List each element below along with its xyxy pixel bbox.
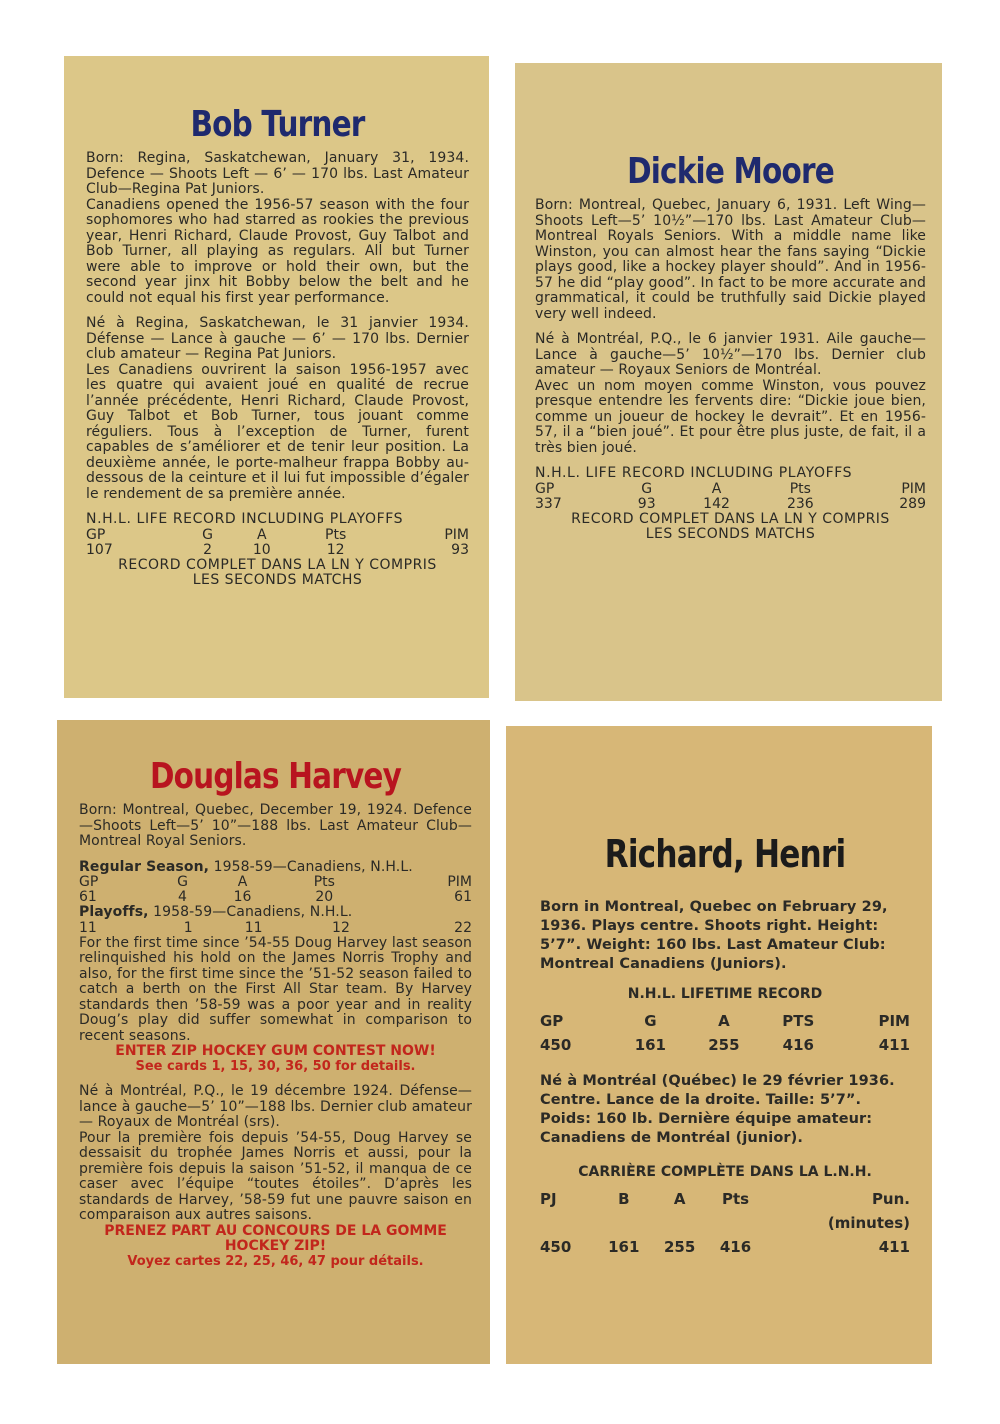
stat-value: 289 <box>899 495 926 512</box>
stat-value: 107 <box>86 541 113 558</box>
card-douglas-harvey <box>57 720 490 1364</box>
stat-value: 12 <box>332 919 350 936</box>
stat-header: PJ <box>540 1190 557 1208</box>
stat-value: 161 <box>608 1238 640 1256</box>
bio-french: Né à Montréal, P.Q., le 6 janvier 1931. Aile gauche—Lance à gauche—5’ 10½”—170 lbs. Dernier club amateur — Royaux Seniors de Montréal. <box>535 331 926 378</box>
stat-value: 4 <box>178 889 187 905</box>
stat-header: A <box>673 1190 686 1208</box>
bio-english: Born: Regina, Saskatchewan, January 31, 1934. Defence — Shoots Left — 6’ — 170 lbs. Last Amateur Club—Regina Pat Juniors. <box>86 150 469 197</box>
stat-header: PIM <box>878 1012 910 1030</box>
stat-value: 450 <box>540 1036 572 1054</box>
playoffs-line <box>79 905 472 921</box>
stat-header: Pts <box>325 526 347 543</box>
stat-header: B <box>618 1190 630 1208</box>
stat-header: G <box>177 874 188 890</box>
stat-header: GP <box>86 526 106 543</box>
stat-value: 10 <box>252 541 271 558</box>
record-title: N.H.L. LIFE RECORD INCLUDING PLAYOFFS <box>86 511 404 527</box>
stat-value: 20 <box>315 889 334 905</box>
stats-value-row <box>540 1034 910 1058</box>
stat-value: 255 <box>708 1036 740 1054</box>
stat-header: Pun. <box>871 1190 910 1208</box>
record-french-line-2: LES SECONDS MATCHS <box>192 572 363 588</box>
stat-value: 93 <box>451 541 469 558</box>
stats-value-row <box>79 890 472 905</box>
stat-header: GP <box>79 874 99 890</box>
bio-english: Born in Montreal, Quebec on February 29, 1936. Plays centre. Shoots right. Height: 5’7”. Weight: 160 lbs. Last Amateur Club: Montreal Canadiens (Juniors). <box>540 899 888 972</box>
stats-table <box>86 528 469 558</box>
stat-header: Pts <box>313 874 335 890</box>
stat-header: G <box>644 1012 657 1030</box>
story-french: Pour la première fois depuis ’54-55, Doug Harvey se dessaisit du trophée James Norris et aussi, pour la première fois depuis la saison ’51-52, il manqua de ce caser avec l’équipe “toutes étoiles”. D’après les standards de Harvey, ’58-59 fut une pauvre saison en comparaison aux autres saisons. <box>79 1129 472 1223</box>
contest-english-detail: See cards 1, 15, 30, 36, 50 for details. <box>135 1059 416 1074</box>
record-french-line-2: LES SECONDS MATCHS <box>645 526 816 542</box>
contest-french-detail: Voyez cartes 22, 25, 46, 47 pour détails. <box>127 1253 424 1269</box>
stat-value: 93 <box>637 495 656 512</box>
card-dickie-moore <box>515 63 942 701</box>
stats-table-english <box>540 1010 910 1058</box>
stat-value: 12 <box>326 541 345 558</box>
stat-header: PIM <box>447 874 472 890</box>
story-french: Les Canadiens ouvrirent la saison 1956-1957 avec les quatre qui avaient joué en qualité de recrue l’année précédente, Henri Richard, Claude Provost, Guy Talbot et Bob Turner, tous jouant comme réguliers. Tous à l’exception de Turner, furent capables de s’améliorer et de tenir leur position. La deuxième année, le porte-malheur frappa Bobby au-dessous de la ceinture et il lui fut impossible d’égaler le rendement de sa première année. <box>86 361 469 502</box>
stat-header: PTS <box>782 1012 815 1030</box>
stat-header: GP <box>540 1012 564 1030</box>
playoff-stats-table <box>79 921 472 936</box>
regular-season-detail: 1958-59—Canadiens, N.H.L. <box>209 858 413 875</box>
stat-value: 450 <box>540 1238 572 1256</box>
record-french-line-1: RECORD COMPLET DANS LA LN Y COMPRIS <box>571 510 890 527</box>
bio-english: Born: Montreal, Quebec, January 6, 1931. Left Wing—Shoots Left—5’ 10½”—170 lbs. Last Amateur Club—Montreal Royals Seniors. With a middle name like Winston, you can almost hear the fans saying “Dickie plays good, like a hockey player should”. And in 1956-57 he did “play good”. In fact to be more accurate and grammatical, it could be truthfully said Dickie played very well indeed. <box>535 197 926 322</box>
stat-header: Pts <box>721 1190 750 1208</box>
stats-value-row <box>540 1236 910 1260</box>
stat-value: 411 <box>878 1036 910 1054</box>
card-henri-richard <box>506 726 932 1364</box>
stat-header: A <box>718 1012 730 1030</box>
stat-subheader: (minutes) <box>827 1214 910 1232</box>
stat-value: 142 <box>703 495 730 512</box>
stats-header-row <box>79 875 472 890</box>
stats-value-row <box>535 497 926 512</box>
stat-value: 337 <box>535 495 562 512</box>
contest-french-headline-2: HOCKEY ZIP! <box>224 1237 327 1254</box>
story-english: For the first time since ’54-55 Doug Harvey last season relinquished his hold on the James Norris Trophy and also, for the first time since the ’51-52 season failed to catch a berth on the First All Star team. By Harvey standards then ’58-59 was a poor year and in reality Doug’s play did suffer somewhat in comparison to recent seasons. <box>79 934 472 1044</box>
stat-value: 22 <box>454 919 472 936</box>
story-french: Avec un nom moyen comme Winston, vous pouvez presque entendre les fervents dire: “Dickie joue bien, comme un joueur de hockey le devrait”. Et en 1956-57, il a “bien joué”. Et pour être plus juste, de fait, il a très bien joué. <box>535 377 926 456</box>
contest-english-headline: ENTER ZIP HOCKEY GUM CONTEST NOW! <box>115 1043 436 1059</box>
story-english: Canadiens opened the 1956-57 season with the four sophomores who had starred as rookies the previous year, Henri Richard, Claude Provost, Guy Talbot and Bob Turner, all playing as regulars. All but Turner were able to improve or hold their own, but the second year jinx hit Bobby below the belt and he could not equal his first year performance. <box>86 196 469 306</box>
stats-header-row <box>86 528 469 543</box>
stats-header-row <box>540 1010 910 1034</box>
bio-french: Né à Montréal, P.Q., le 19 décembre 1924. Défense—lance à gauche—5’ 10”—188 lbs. Dernier club amateur — Royaux de Montréal (srs). <box>79 1083 472 1130</box>
stats-table <box>535 482 926 512</box>
contest-french-headline: PRENEZ PART AU CONCOURS DE LA GOMME <box>104 1222 447 1239</box>
bio-french: Né à Regina, Saskatchewan, le 31 janvier 1934. Défense — Lance à gauche — 6’ — 170 lbs. Dernier club amateur — Regina Pat Juniors. <box>86 315 469 362</box>
stat-value: 255 <box>663 1238 696 1256</box>
stat-value: 416 <box>782 1036 814 1054</box>
playoffs-detail: 1958-59—Canadiens, N.H.L. <box>148 904 353 920</box>
stats-subheader-row <box>540 1212 910 1236</box>
stat-header: G <box>641 480 653 497</box>
player-name: Bob Turner <box>190 104 365 145</box>
player-name: Dickie Moore <box>627 151 834 192</box>
stat-value: 411 <box>878 1238 910 1256</box>
stats-header-row <box>540 1188 910 1212</box>
stat-header: A <box>711 480 722 497</box>
stat-header: A <box>237 874 248 890</box>
stat-value: 2 <box>203 541 213 558</box>
stat-value: 236 <box>786 495 814 512</box>
bio-english: Born: Montreal, Quebec, December 19, 1924. Defence—Shoots Left—5’ 10”—188 lbs. Last Amateur Club—Montreal Royal Seniors. <box>79 802 472 849</box>
record-title-english: N.H.L. LIFETIME RECORD <box>627 986 823 1002</box>
record-french-line-1: RECORD COMPLET DANS LA LN Y COMPRIS <box>118 556 437 573</box>
stat-header: PIM <box>444 526 469 543</box>
stats-value-row <box>79 921 472 936</box>
stat-header: Pts <box>789 480 811 497</box>
stat-header: GP <box>535 480 555 497</box>
stat-value: 16 <box>233 889 252 905</box>
stat-value: 61 <box>454 889 472 905</box>
stat-value: 61 <box>79 889 97 905</box>
stat-value: 11 <box>79 919 97 936</box>
regular-season-label: Regular Season, <box>79 858 210 875</box>
record-title-french: CARRIÈRE COMPLÈTE DANS LA L.N.H. <box>578 1164 872 1180</box>
stat-header: G <box>202 526 214 543</box>
stat-value: 161 <box>634 1036 666 1054</box>
stat-value: 11 <box>244 919 263 936</box>
player-name: Douglas Harvey <box>149 756 402 797</box>
record-title: N.H.L. LIFE RECORD INCLUDING PLAYOFFS <box>535 465 853 481</box>
stats-header-row <box>535 482 926 497</box>
regular-stats-table <box>79 875 472 905</box>
playoffs-label: Playoffs, <box>79 904 149 920</box>
bio-french: Né à Montréal (Québec) le 29 février 1936. Centre. Lance de la droite. Taille: 5’7”. Poids: 160 lb. Dernière équipe amateur: Canadiens de Montréal (junior). <box>540 1073 895 1146</box>
stat-value: 1 <box>183 919 193 936</box>
stat-value: 416 <box>719 1238 752 1256</box>
stat-header: A <box>257 526 267 543</box>
regular-season-line <box>79 860 472 876</box>
stats-table-french <box>540 1188 910 1260</box>
stats-value-row <box>86 543 469 558</box>
card-bob-turner <box>64 56 489 698</box>
player-name: Richard, Henri <box>604 832 846 876</box>
stat-header: PIM <box>901 480 926 497</box>
